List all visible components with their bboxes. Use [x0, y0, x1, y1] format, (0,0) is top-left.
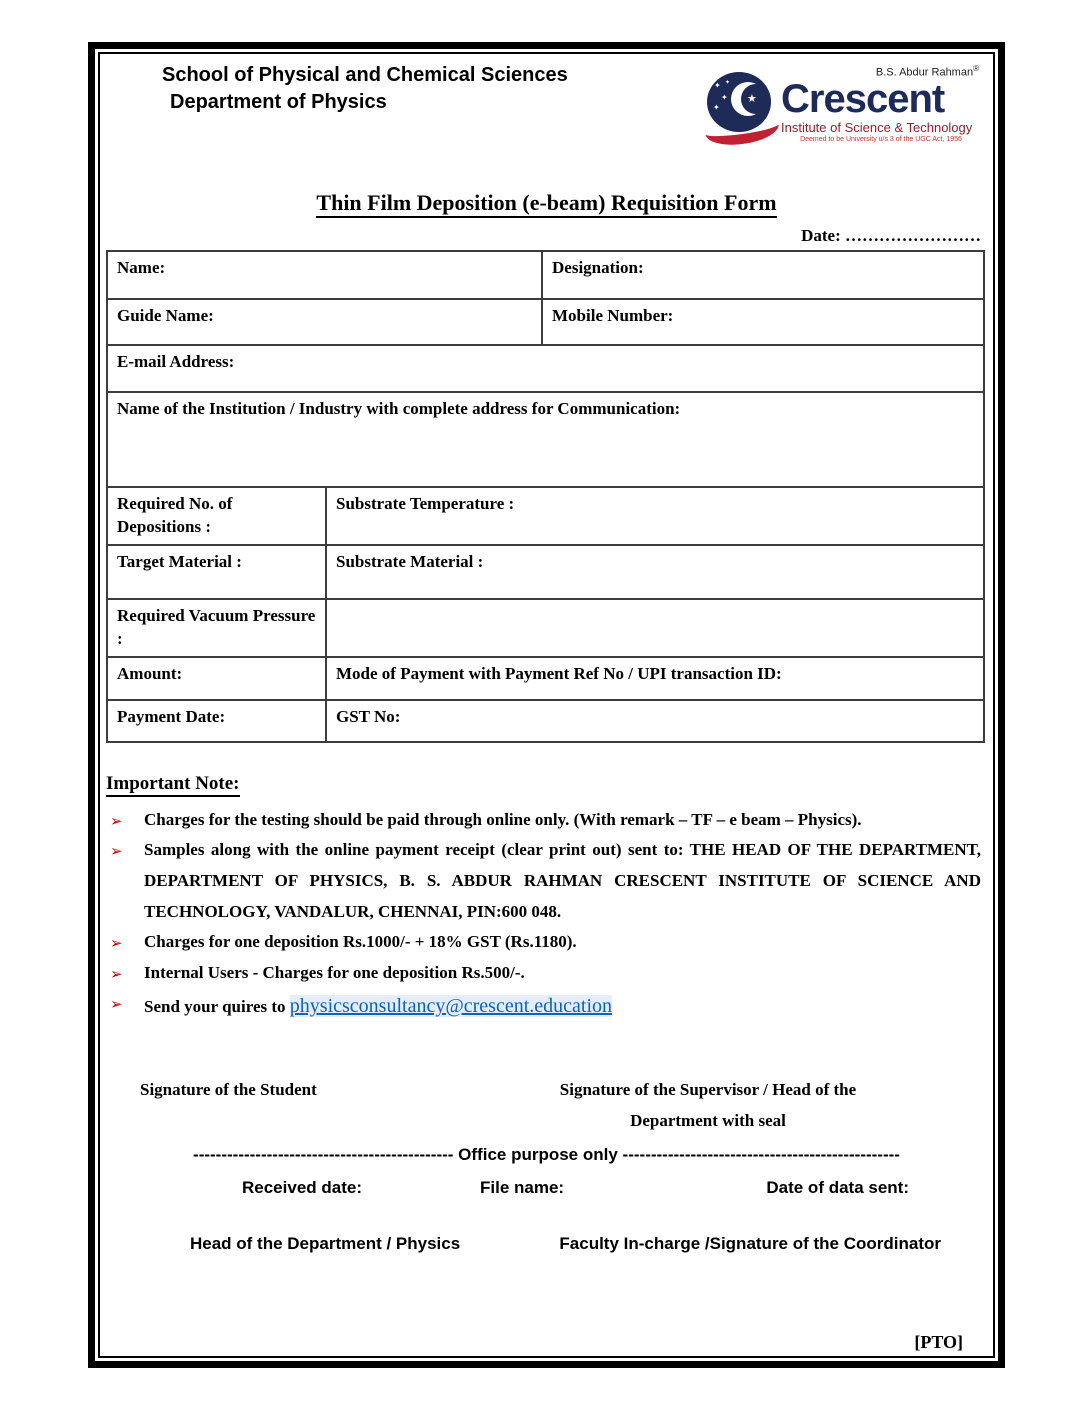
- file-name-label: File name:: [480, 1178, 565, 1198]
- school-name: School of Physical and Chemical Sciences: [162, 64, 568, 86]
- arrow-bullet-icon: ➢: [110, 936, 123, 953]
- note-bullet: [106, 835, 993, 927]
- field-vacuum-pressure-value-cell: [326, 599, 984, 657]
- note-bullet-text: Samples along with the online payment receipt (clear print out) sent to: THE HEAD OF THE DEPARTMENT, DEPARTMENT OF PHYSICS, B. S. ABDUR RAHMAN CRESCENT INSTITUTE OF SCIENCE AND TECHNOLOGY, VANDALUR, CHENNAI, PIN:600 048.: [144, 840, 981, 921]
- logo-brand-top: B.S. Abdur Rahman®: [875, 64, 979, 79]
- field-designation-label: Designation:: [542, 251, 984, 299]
- field-email-label: E-mail Address:: [107, 345, 984, 392]
- note-bullet-text: Charges for one deposition Rs.1000/- + 18% GST (Rs.1180).: [144, 932, 577, 952]
- arrow-bullet-icon: ➢: [110, 997, 123, 1014]
- hod-signature-label: Head of the Department / Physics: [190, 1234, 461, 1254]
- crescent-logo-icon: [707, 72, 779, 150]
- student-signature-label: Signature of the Student: [140, 1080, 317, 1100]
- arrow-bullet-icon: ➢: [110, 966, 123, 983]
- note-bullet-text: Internal Users - Charges for one deposition Rs.500/-.: [144, 962, 525, 982]
- signature-section: [100, 1080, 993, 1131]
- field-substrate-material-label: Substrate Material :: [326, 545, 984, 599]
- star-icon: ✦: [714, 81, 721, 90]
- page-border-inner-line: [98, 52, 995, 1358]
- important-note-heading: Important Note:: [106, 773, 240, 797]
- requisition-form-table: [106, 250, 983, 743]
- office-purpose-section: [100, 1145, 993, 1254]
- arrow-bullet-icon: ➢: [110, 813, 123, 830]
- office-purpose-divider: ---------------------------------------------- Office purpose only -------------------------------------------------: [193, 1145, 900, 1165]
- logo-text: [781, 64, 981, 143]
- star-icon: ✦: [721, 93, 728, 102]
- crescent-logo: [707, 64, 981, 150]
- pto-marker: [PTO]: [914, 1332, 963, 1353]
- registered-mark: ®: [973, 64, 979, 73]
- note-bullet: [106, 988, 993, 1024]
- note-bullet: [106, 805, 993, 836]
- star-icon: ★: [747, 93, 757, 105]
- document-content: [100, 54, 993, 1356]
- logo-brand-tagline: Deemed to be University u/s 3 of the UGC Act, 1956: [800, 135, 962, 143]
- field-name-label: Name:: [107, 251, 542, 299]
- faculty-incharge-label: Faculty In-charge /Signature of the Coordinator: [559, 1234, 941, 1254]
- send-queries-text: Send your quires to: [144, 997, 290, 1017]
- supervisor-signature-label: Signature of the Supervisor / Head of the Department with seal: [559, 1080, 857, 1131]
- star-icon: ✦: [713, 103, 720, 112]
- field-gst-no-label: GST No:: [326, 700, 984, 742]
- note-bullet: [106, 927, 993, 958]
- logo-brand-main: Crescent: [781, 76, 945, 121]
- page-border-frame: [88, 42, 1005, 1368]
- consultancy-email-link[interactable]: physicsconsultancy@crescent.education: [289, 995, 612, 1018]
- field-required-depositions-label: Required No. of Depositions :: [107, 487, 326, 545]
- note-bullet-text: [144, 988, 993, 1024]
- note-bullet-text: Charges for the testing should be paid through online only. (With remark – TF – e beam – Physics).: [144, 809, 862, 829]
- document-header: [100, 62, 993, 172]
- office-purpose-label: Office purpose only: [453, 1145, 623, 1165]
- note-bullet: [106, 958, 993, 989]
- star-icon: ✦: [725, 80, 731, 86]
- field-mobile-number-label: Mobile Number:: [542, 299, 984, 345]
- department-name: Department of Physics: [170, 91, 387, 113]
- received-date-label: Received date:: [242, 1178, 362, 1198]
- field-payment-date-label: Payment Date:: [107, 700, 326, 742]
- date-of-data-sent-label: Date of data sent:: [766, 1178, 909, 1198]
- field-vacuum-pressure-label: Required Vacuum Pressure :: [107, 599, 326, 657]
- field-payment-mode-label: Mode of Payment with Payment Ref No / UPI transaction ID:: [326, 657, 984, 700]
- date-field: Date: ……………………: [801, 226, 981, 245]
- logo-brand-sub: Institute of Science & Technology: [781, 119, 973, 135]
- form-title: Thin Film Deposition (e-beam) Requisition Form: [316, 190, 776, 218]
- field-guide-name-label: Guide Name:: [107, 299, 542, 345]
- arrow-bullet-icon: ➢: [110, 844, 123, 861]
- important-note-section: [106, 773, 993, 1025]
- field-institution-address-label: Name of the Institution / Industry with complete address for Communication:: [107, 392, 984, 487]
- field-substrate-temperature-label: Substrate Temperature :: [326, 487, 984, 545]
- field-amount-label: Amount:: [107, 657, 326, 700]
- field-target-material-label: Target Material :: [107, 545, 326, 599]
